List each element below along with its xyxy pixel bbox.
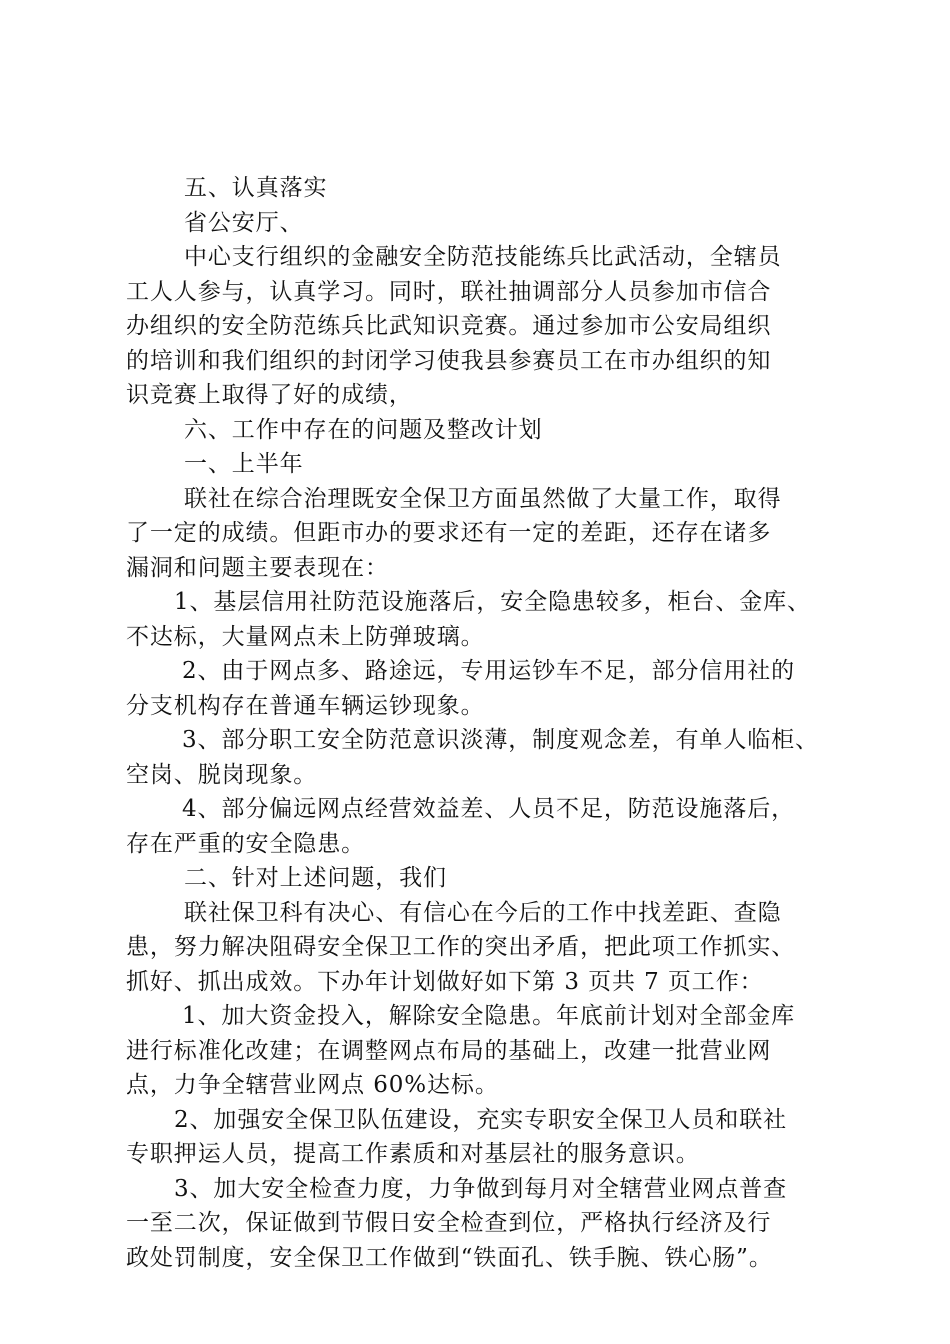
paragraph-line: 存在严重的安全隐患。 (126, 830, 365, 857)
subsection-heading-2: 二、针对上述问题，我们 (184, 865, 447, 891)
paragraph-line: 政处罚制度，安全保卫工作做到“铁面孔、铁手腕、铁心肠”。 (126, 1244, 773, 1271)
document-body (126, 171, 840, 1275)
subsection-heading-1: 一、上半年 (184, 451, 304, 477)
list-item-4: 4、部分偏远网点经营效益差、人员不足，防范设施落后， (182, 796, 796, 822)
paragraph-line: 了一定的成绩。但距市办的要求还有一定的差距，还存在诸多 (126, 520, 772, 546)
paragraph-line: 的培训和我们组织的封闭学习使我县参赛员工在市办组织的知 (126, 347, 772, 374)
paragraph-line: 空岗、脱岗现象。 (126, 761, 318, 788)
paragraph-line: 点，力争全辖营业网点 60%达标。 (126, 1072, 499, 1098)
list-item-2: 2、由于网点多、路途远，专用运钞车不足，部分信用社的 (182, 658, 796, 684)
paragraph-line: 漏洞和问题主要表现在： (126, 554, 389, 581)
paragraph-line: 患，努力解决阻碍安全保卫工作的突出矛盾，把此项工作抓实、 (126, 934, 796, 960)
paragraph-line: 工人人参与，认真学习。同时，联社抽调部分人员参加市信合 (126, 278, 772, 305)
list-item-1: 1、基层信用社防范设施落后，安全隐患较多，柜台、金库、 (174, 589, 811, 615)
paragraph-line: 一至二次，保证做到节假日安全检查到位，严格执行经济及行 (126, 1210, 772, 1236)
paragraph-line: 分支机构存在普通车辆运钞现象。 (126, 692, 485, 719)
paragraph-line: 中心支行组织的金融安全防范技能练兵比武活动，全辖员 (184, 244, 782, 270)
paragraph-line: 办组织的安全防范练兵比武知识竞赛。通过参加市公安局组织 (126, 313, 772, 339)
paragraph-line: 联社在综合治理既安全保卫方面虽然做了大量工作，取得 (184, 485, 782, 512)
list-item-3: 3、部分职工安全防范意识淡薄，制度观念差，有单人临柜、 (182, 727, 819, 753)
list-item-1: 1、加大资金投入，解除安全隐患。年底前计划对全部金库 (182, 1003, 796, 1029)
list-item-3: 3、加大安全检查力度，力争做到每月对全辖营业网点普查 (174, 1175, 788, 1202)
paragraph-line: 联社保卫科有决心、有信心在今后的工作中找差距、查隐 (184, 899, 782, 926)
paragraph-line: 专职押运人员，提高工作素质和对基层社的服务意识。 (126, 1141, 700, 1167)
paragraph-line: 识竞赛上取得了好的成绩， (126, 382, 413, 408)
paragraph-line: 抓好、抓出成效。下办年计划做好如下第 3 页共 7 页工作： (126, 968, 764, 995)
list-item-2: 2、加强安全保卫队伍建设，充实专职安全保卫人员和联社 (174, 1106, 788, 1133)
section-heading-6: 六、工作中存在的问题及整改计划 (184, 416, 543, 443)
paragraph-line: 进行标准化改建；在调整网点布局的基础上，改建一批营业网 (126, 1037, 772, 1064)
paragraph-line: 省公安厅、 (184, 209, 304, 236)
paragraph-line: 不达标，大量网点未上防弹玻璃。 (126, 623, 485, 650)
section-heading-5: 五、认真落实 (184, 175, 328, 201)
